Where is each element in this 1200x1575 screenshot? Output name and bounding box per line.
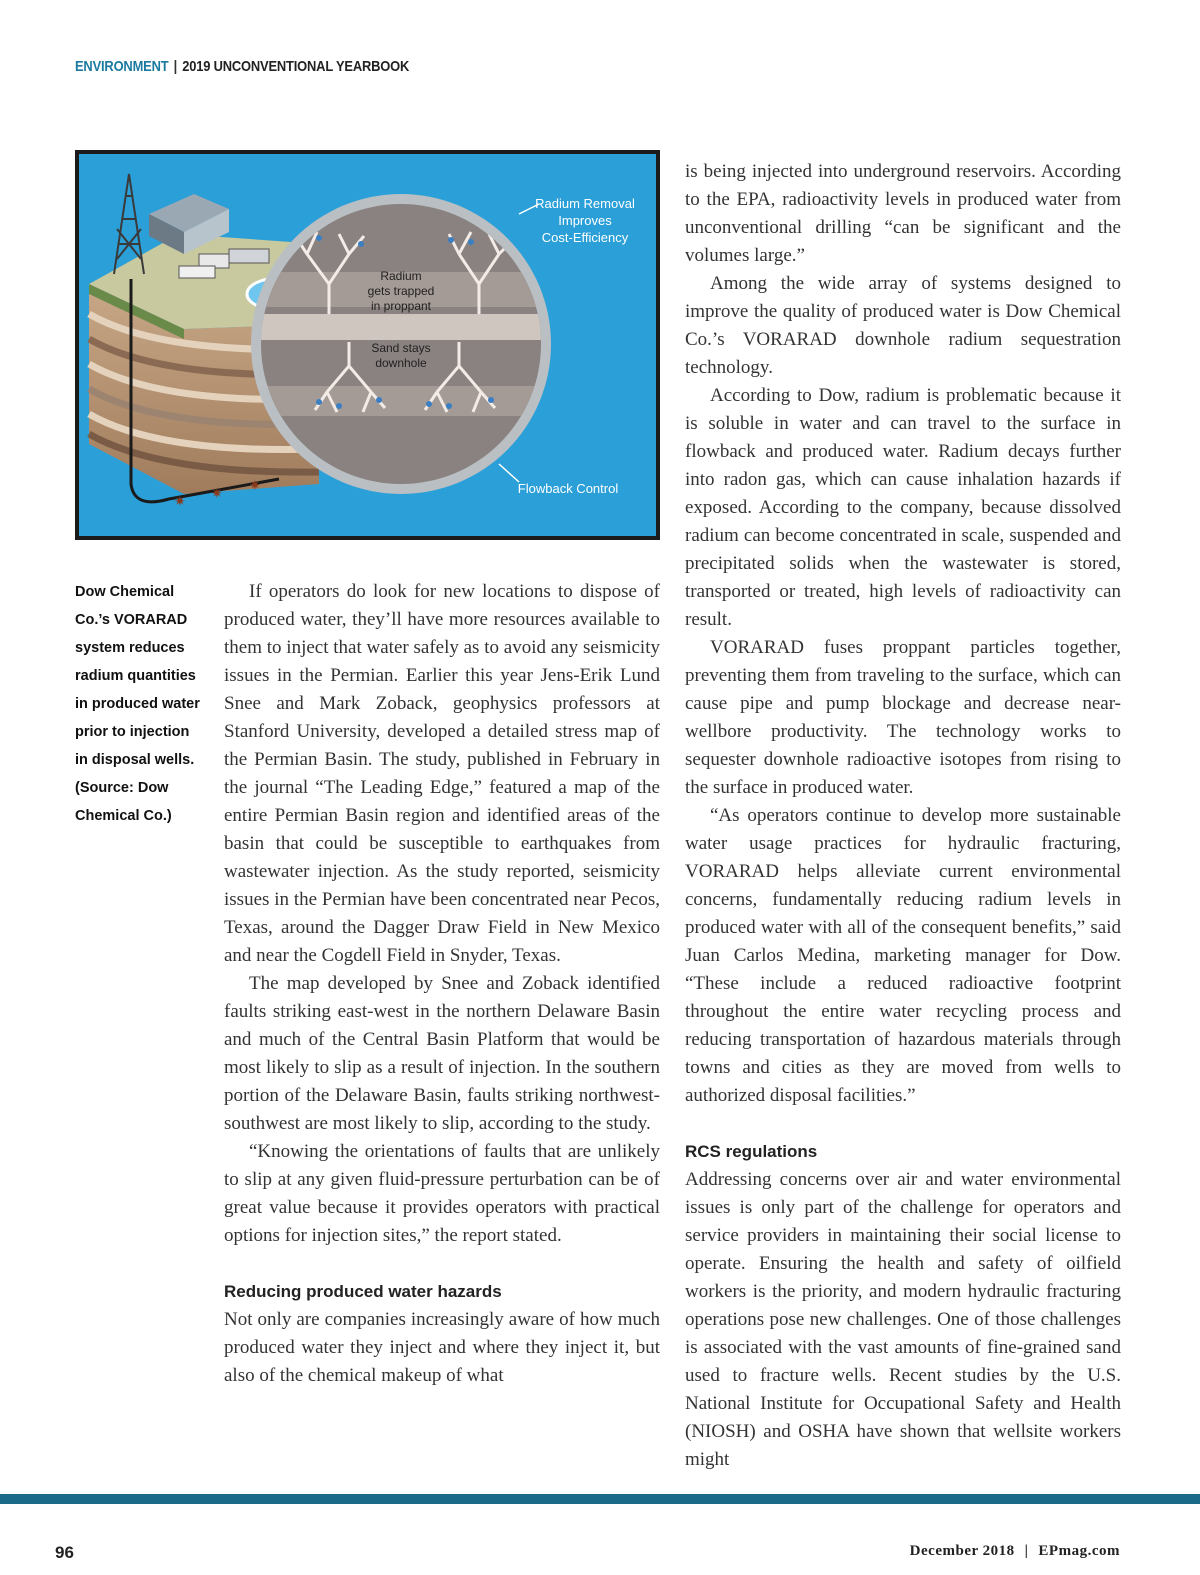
paragraph: According to Dow, radium is problematic because it is soluble in water and can travel to the surface in flowback and produced water. Radium decays further into radon gas, which can cause inhalation hazards if exposed. According to the company, because dissolved radium can become concentrated in scale, suspended and precipitated solids when the wastewater is stored, transported or treated, high levels of radioactivity can result. (685, 385, 1121, 630)
label-radium-removal-3: Cost-Efficiency (541, 230, 629, 245)
paragraph: The map developed by Snee and Zoback identified faults striking east-west in the northern Delaware Basin and much of the Central Basin Platform that would be most likely to slip as a result of injection. In the southern portion of the Delaware Basin, faults striking northwest-southwest are most likely to slip, according to the study. (224, 973, 660, 1134)
sand-band (229, 314, 579, 340)
label-flowback-control: Flowback Control (517, 481, 619, 496)
voradad-figure (75, 150, 660, 540)
label-radium-trapped-3: in proppant (370, 299, 432, 313)
paragraph: VORARAD fuses proppant particles together, preventing them from traveling to the surface, which can cause pipe and pump blockage and decrease near-wellbore productivity. The technology works to sequester downhole radioactive isotopes from rising to the surface in produced water. (685, 637, 1121, 798)
right-column (685, 158, 1121, 1474)
paragraph: “Knowing the orientations of faults that are unlikely to slip at any given fluid-pressure perturbation can be of great value because it provides operators with practical options for injection sites,” the report stated. (224, 1141, 660, 1246)
caption-line: in produced water (75, 696, 200, 712)
label-sand-stays-1: Sand stays (371, 341, 431, 355)
caption-line: in disposal wells. (75, 752, 195, 768)
paragraph: “As operators continue to develop more sustainable water usage practices for hydraulic fracturing, VORARAD helps alleviate current environmental concerns, fundamentally reducing radium levels in produced water with all of the consequent benefits,” said Juan Carlos Medina, marketing manager for Dow. “These include a reduced radioactive footprint throughout the entire water recycling process and reducing transportation of hazardous materials through towns and cities as they are moved from wells to authorized disposal facilities.” (685, 805, 1121, 1106)
footer-rule (0, 1494, 1200, 1504)
caption-line: system reduces (75, 640, 185, 656)
paragraph: is being injected into underground reservoirs. According to the EPA, radioactivity levels in produced water from unconventional drilling “can be significant and the volumes large.” (685, 161, 1121, 266)
figure-caption (75, 578, 220, 830)
svg-text:✷: ✷ (249, 479, 261, 494)
paragraph: Addressing concerns over air and water environmental issues is only part of the challenge for operators and service providers in maintaining their social license to operate. Ensuring the health and safety of oilfield workers is the priority, and modern hydraulic fracturing operations pose new challenges. One of those challenges is associated with the vast amounts of fine-grained sand used to fracture wells. Recent studies by the U.S. National Institute for Occupational Safety and Health (NIOSH) and OSHA have shown that wellsite workers might (685, 1169, 1121, 1470)
page-number: 96 (55, 1543, 74, 1562)
paragraph: If operators do look for new locations to dispose of produced water, they’ll have more resources available to them to inject that water safely as to avoid any seismicity issues in the Permian. Earlier this year Jens-Erik Lund Snee and Mark Zoback, geophysics professors at Stanford University, developed a detailed stress map of the Permian Basin. The study, published in February in the journal “The Leading Edge,” featured a map of the entire Permian Basin region and identified areas of the basin that could be susceptible to earthquakes from wastewater injection. As the study reported, seismicity issues in the Permian have been concentrated near Pecos, Texas, around the Dagger Draw Field in New Mexico and near the Cogdell Field in Snyder, Texas. (224, 581, 660, 966)
publication-title: 2019 UNCONVENTIONAL YEARBOOK (182, 58, 410, 75)
caption-line: radium quantities (75, 668, 196, 684)
label-radium-removal-1: Radium Removal (535, 196, 635, 211)
header-separator: | (173, 58, 178, 75)
label-sand-stays-2: downhole (375, 356, 427, 370)
caption-line: prior to injection (75, 724, 190, 740)
caption-line: Dow Chemical (75, 584, 175, 600)
caption-line: (Source: Dow (75, 780, 169, 796)
section-label: ENVIRONMENT (75, 58, 169, 75)
footer-info (910, 1543, 1120, 1560)
section-heading: Reducing produced water hazards (224, 1282, 502, 1301)
svg-text:✷: ✷ (174, 495, 186, 510)
issue-date: December 2018 (909, 1543, 1015, 1559)
caption-line: Co.’s VORARAD (75, 612, 188, 628)
caption-line: Chemical Co.) (75, 808, 172, 824)
site-link[interactable]: EPmag.com (1038, 1543, 1120, 1559)
paragraph: Among the wide array of systems designed to improve the quality of produced water is Dow Chemical Co.’s VORARAD downhole radium sequestration technology. (685, 273, 1121, 378)
section-heading: RCS regulations (685, 1142, 818, 1161)
label-radium-removal-2: Improves (558, 213, 612, 228)
running-header (75, 58, 409, 75)
svg-text:✷: ✷ (211, 487, 223, 502)
paragraph: Not only are companies increasingly aware of how much produced water they inject and where they inject it, but also of the chemical makeup of what (224, 1309, 660, 1386)
middle-column (224, 578, 660, 1390)
footer-separator: | (1024, 1543, 1029, 1559)
label-radium-trapped-2: gets trapped (367, 284, 435, 298)
figure-illustration (79, 154, 656, 536)
label-radium-trapped-1: Radium (380, 269, 422, 283)
